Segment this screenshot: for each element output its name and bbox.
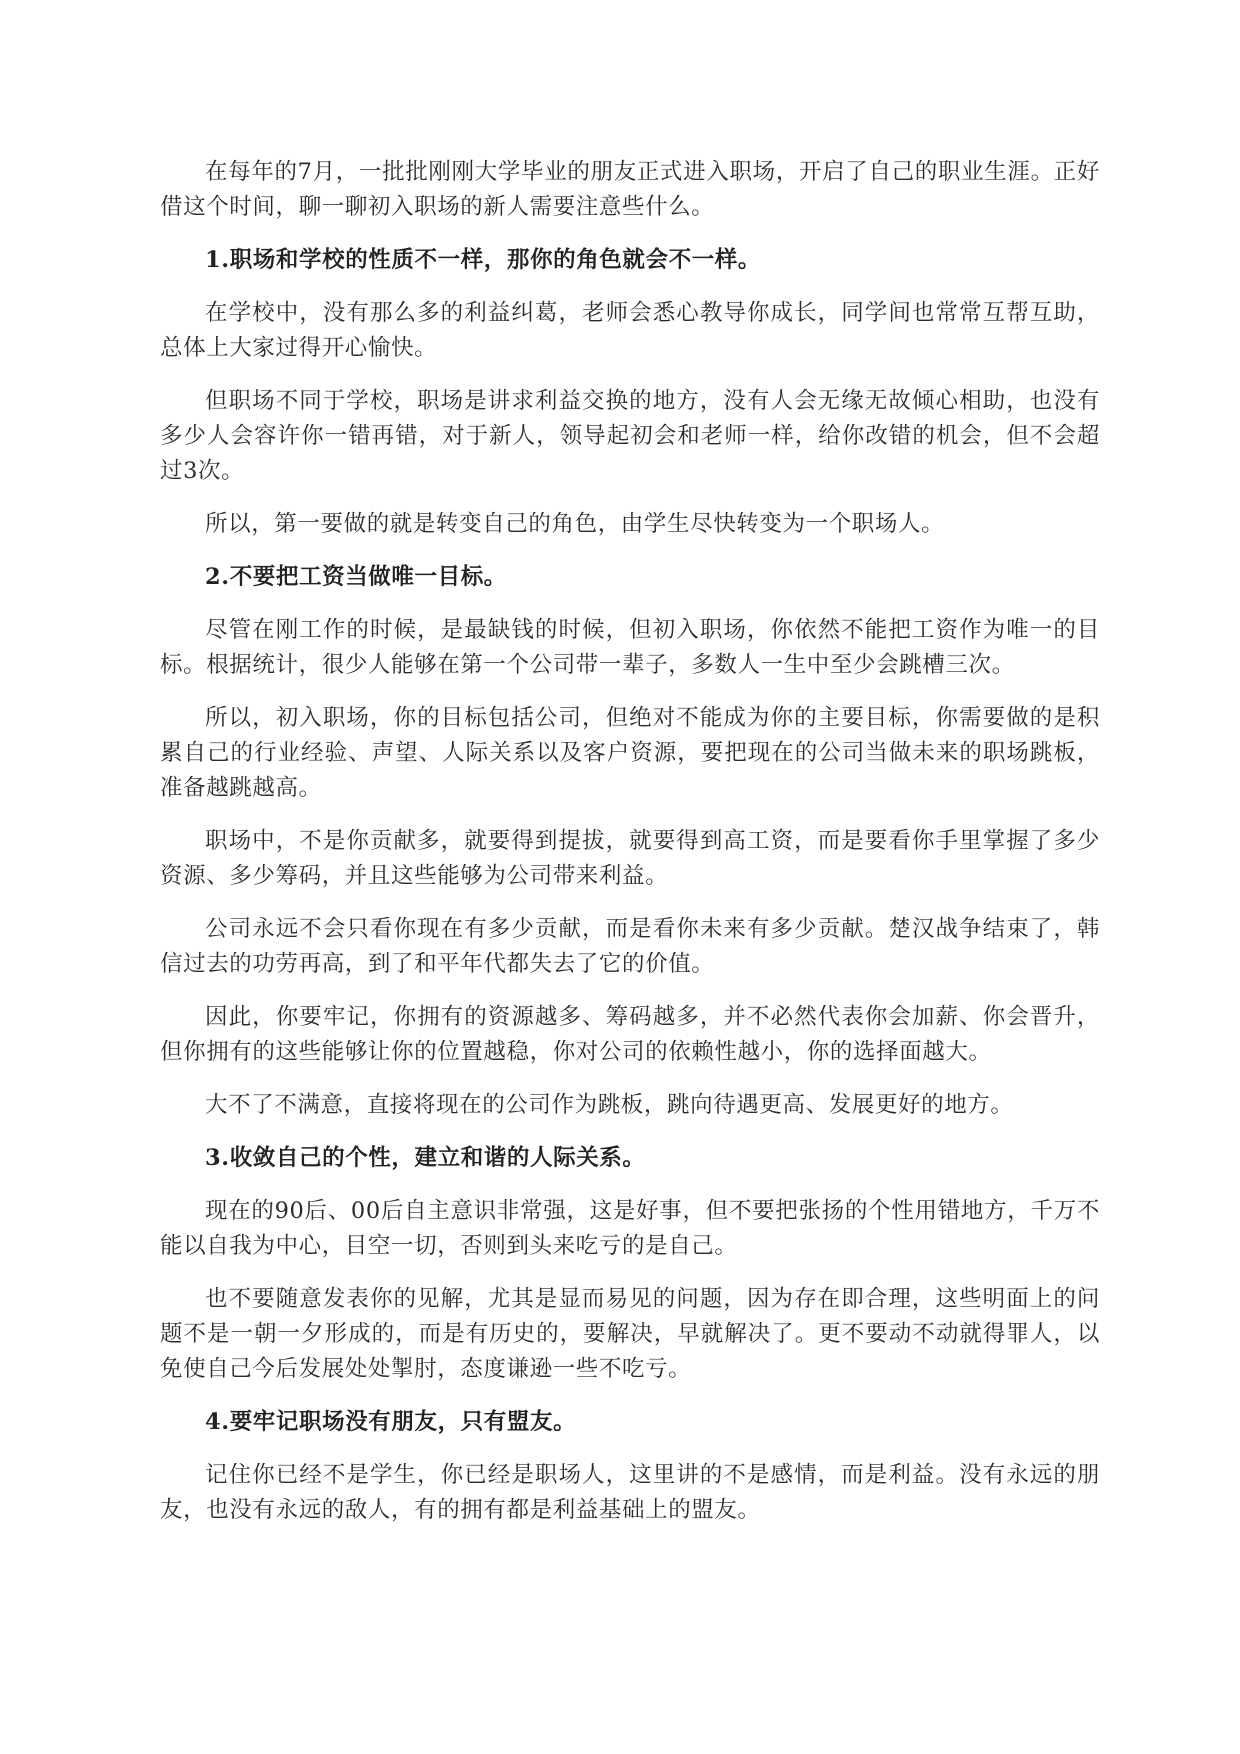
section-heading-3: 3.收敛自己的个性，建立和谐的人际关系。: [205, 1145, 646, 1171]
body-paragraph: 但职场不同于学校，职场是讲求利益交换的地方，没有人会无缘无故倾心相助，也没有多少人会容许你一错再错，对于新人，领导起初会和老师一样，给你改错的机会，但不会超过3次。: [160, 388, 1100, 484]
body-paragraph: 公司永远不会只看你现在有多少贡献，而是看你未来有多少贡献。楚汉战争结束了，韩信过去的功劳再高，到了和平年代都失去了它的价值。: [160, 916, 1100, 977]
body-paragraph: 也不要随意发表你的见解，尤其是显而易见的问题，因为存在即合理，这些明面上的问题不是一朝一夕形成的，而是有历史的，要解决，早就解决了。更不要动不动就得罪人，以免使自己今后发展处处掣肘，态度谦逊一些不吃亏。: [160, 1286, 1100, 1382]
section-heading-2: 2.不要把工资当做唯一目标。: [205, 564, 507, 590]
body-paragraph: 职场中，不是你贡献多，就要得到提拔，就要得到高工资，而是要看你手里掌握了多少资源、多少筹码，并且这些能够为公司带来利益。: [160, 828, 1100, 889]
section-heading-4: 4.要牢记职场没有朋友，只有盟友。: [205, 1409, 577, 1435]
body-paragraph: 记住你已经不是学生，你已经是职场人，这里讲的不是感情，而是利益。没有永远的朋友，也没有永远的敌人，有的拥有都是利益基础上的盟友。: [160, 1462, 1100, 1523]
body-paragraph: 在学校中，没有那么多的利益纠葛，老师会悉心教导你成长，同学间也常常互帮互助，总体上大家过得开心愉快。: [160, 300, 1100, 361]
body-paragraph: 所以，第一要做的就是转变自己的角色，由学生尽快转变为一个职场人。: [205, 511, 945, 537]
body-paragraph: 因此，你要牢记，你拥有的资源越多、筹码越多，并不必然代表你会加薪、你会晋升，但你拥有的这些能够让你的位置越稳，你对公司的依赖性越小，你的选择面越大。: [160, 1004, 1100, 1065]
intro-paragraph: 在每年的7月，一批批刚刚大学毕业的朋友正式进入职场，开启了自己的职业生涯。正好借这个时间，聊一聊初入职场的新人需要注意些什么。: [160, 159, 1100, 220]
body-paragraph: 尽管在刚工作的时候，是最缺钱的时候，但初入职场，你依然不能把工资作为唯一的目标。根据统计，很少人能够在第一个公司带一辈子，多数人一生中至少会跳槽三次。: [160, 617, 1100, 678]
document-page: [160, 155, 1100, 1546]
body-paragraph: 现在的90后、00后自主意识非常强，这是好事，但不要把张扬的个性用错地方，千万不能以自我为中心，目空一切，否则到头来吃亏的是自己。: [160, 1198, 1100, 1259]
section-heading-1: 1.职场和学校的性质不一样，那你的角色就会不一样。: [205, 247, 761, 273]
body-paragraph: 所以，初入职场，你的目标包括公司，但绝对不能成为你的主要目标，你需要做的是积累自己的行业经验、声望、人际关系以及客户资源，要把现在的公司当做未来的职场跳板，准备越跳越高。: [160, 705, 1100, 801]
body-paragraph: 大不了不满意，直接将现在的公司作为跳板，跳向待遇更高、发展更好的地方。: [205, 1092, 1014, 1118]
